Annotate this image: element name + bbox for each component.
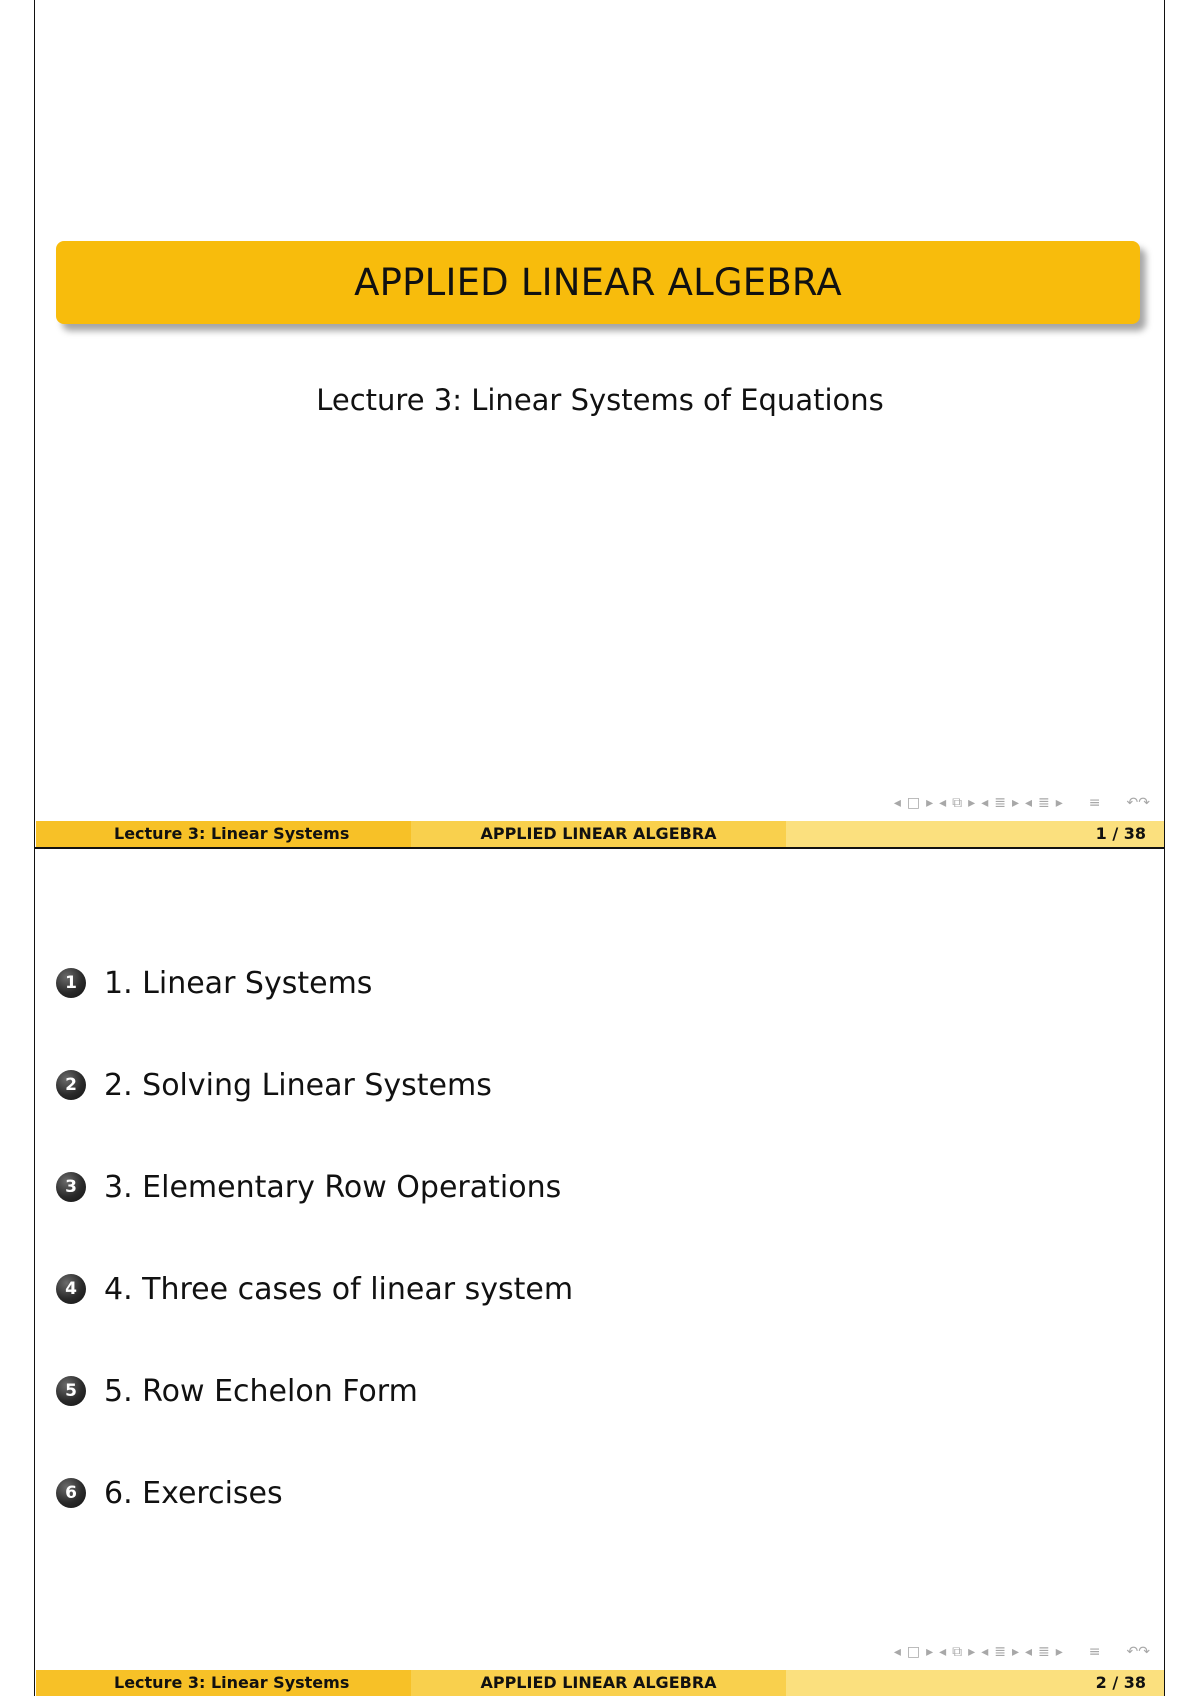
prev-arrow-icon[interactable]: ◂	[893, 795, 901, 811]
next-arrow-icon[interactable]: ▸	[1011, 795, 1019, 811]
prev-arrow-icon[interactable]: ◂	[939, 795, 947, 811]
subsection-icon[interactable]: ⧉	[952, 1644, 963, 1660]
section-icon[interactable]: ≣	[994, 795, 1006, 811]
number-badge: 4	[56, 1274, 86, 1304]
footer-title: APPLIED LINEAR ALGEBRA	[411, 821, 786, 847]
next-arrow-icon[interactable]: ▸	[1011, 1644, 1019, 1660]
document-icon[interactable]: ≡	[1088, 1644, 1101, 1660]
navigation-symbols	[894, 793, 1150, 813]
outline-label: 5. Row Echelon Form	[104, 1373, 418, 1409]
next-arrow-icon[interactable]: ▸	[968, 1644, 976, 1660]
number-badge: 3	[56, 1172, 86, 1202]
outline-item[interactable]	[56, 1373, 573, 1409]
outline-label: 4. Three cases of linear system	[104, 1271, 574, 1307]
footer-page-number: 2 / 38	[786, 1670, 1164, 1696]
search-icon[interactable]: ↶↷	[1126, 795, 1150, 811]
prev-arrow-icon[interactable]: ◂	[981, 1644, 989, 1660]
navigation-symbols	[894, 1642, 1150, 1662]
frame-icon[interactable]: □	[906, 795, 921, 811]
outline-item[interactable]	[56, 1067, 573, 1103]
presentation-title: APPLIED LINEAR ALGEBRA	[354, 261, 842, 304]
next-arrow-icon[interactable]: ▸	[926, 795, 934, 811]
outline-list	[56, 965, 573, 1577]
number-badge: 1	[56, 968, 86, 998]
prev-arrow-icon[interactable]: ◂	[981, 795, 989, 811]
next-arrow-icon[interactable]: ▸	[926, 1644, 934, 1660]
slide-footer	[36, 821, 1164, 847]
section-icon[interactable]: ≣	[994, 1644, 1006, 1660]
outline-item[interactable]	[56, 965, 573, 1001]
number-badge: 2	[56, 1070, 86, 1100]
frame-icon[interactable]: □	[906, 1644, 921, 1660]
slide-1	[36, 0, 1164, 848]
number-badge: 5	[56, 1376, 86, 1406]
outline-label: 3. Elementary Row Operations	[104, 1169, 562, 1205]
outline-label: 2. Solving Linear Systems	[104, 1067, 492, 1103]
document-icon[interactable]: ≡	[1088, 795, 1101, 811]
subsection-icon[interactable]: ⧉	[952, 795, 963, 811]
footer-short-subtitle: Lecture 3: Linear Systems	[36, 1670, 411, 1696]
footer-page-number: 1 / 38	[786, 821, 1164, 847]
slide-2	[36, 850, 1164, 1696]
next-arrow-icon[interactable]: ▸	[1055, 795, 1063, 811]
next-arrow-icon[interactable]: ▸	[1055, 1644, 1063, 1660]
outline-label: 1. Linear Systems	[104, 965, 373, 1001]
number-badge: 6	[56, 1478, 86, 1508]
slide-footer	[36, 1670, 1164, 1696]
title-block	[56, 241, 1140, 324]
prev-arrow-icon[interactable]: ◂	[1025, 1644, 1033, 1660]
outline-item[interactable]	[56, 1169, 573, 1205]
prev-arrow-icon[interactable]: ◂	[1025, 795, 1033, 811]
footer-title: APPLIED LINEAR ALGEBRA	[411, 1670, 786, 1696]
outline-item[interactable]	[56, 1475, 573, 1511]
footer-short-subtitle: Lecture 3: Linear Systems	[36, 821, 411, 847]
next-arrow-icon[interactable]: ▸	[968, 795, 976, 811]
section-icon[interactable]: ≣	[1038, 795, 1050, 811]
prev-arrow-icon[interactable]: ◂	[893, 1644, 901, 1660]
search-icon[interactable]: ↶↷	[1126, 1644, 1150, 1660]
slide-divider	[34, 847, 1165, 849]
outline-item[interactable]	[56, 1271, 573, 1307]
presentation-subtitle: Lecture 3: Linear Systems of Equations	[316, 383, 884, 417]
outline-label: 6. Exercises	[104, 1475, 283, 1511]
section-icon[interactable]: ≣	[1038, 1644, 1050, 1660]
prev-arrow-icon[interactable]: ◂	[939, 1644, 947, 1660]
